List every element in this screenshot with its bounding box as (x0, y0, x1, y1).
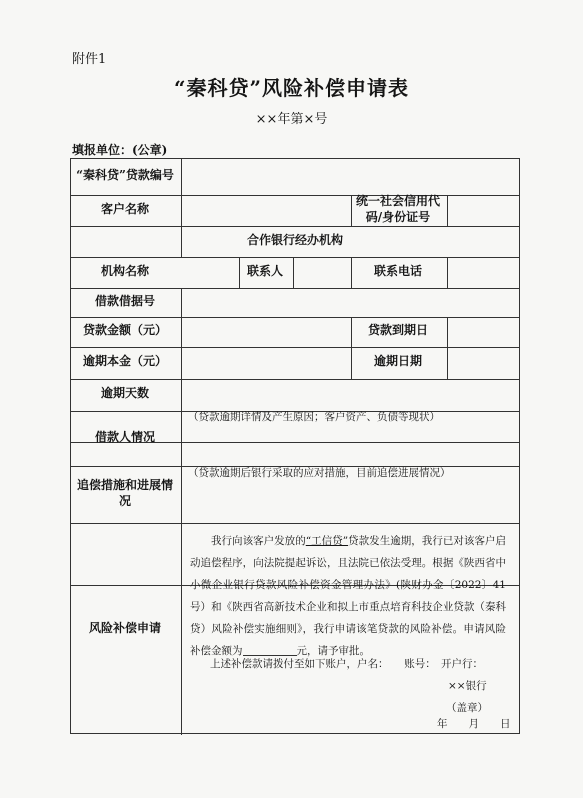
label-loan-amount: 贷款金额（元） (82, 323, 167, 338)
amount-blank[interactable] (243, 643, 297, 656)
filler-unit: 填报单位：(公章) (72, 143, 168, 157)
recovery-note: （贷款逾期后银行采取的应对措施，目前追偿进展情况） (188, 467, 451, 479)
label-org-name: 机构名称 (100, 263, 149, 278)
form-title: “秦科贷”风险补偿申请表 (173, 76, 409, 100)
annex-label: 附件1 (72, 52, 107, 67)
label-customer-name: 客户名称 (100, 201, 149, 216)
label-borrower-info: 借款人情况 (94, 429, 155, 444)
label-loan-number: “秦科贷”贷款编号 (76, 168, 174, 183)
sign-date: 年 月 日 (437, 718, 511, 730)
account-line: 上述补偿款请拨付至如下账户，户名： 账号： 开户行： (210, 658, 483, 670)
borrower-info-note: （贷款逾期详情及产生原因；客户资产、负债等现状） (188, 411, 440, 423)
label-overdue-principal: 逾期本金（元） (82, 354, 167, 369)
label-credit-code: 统一社会信用代码/身份证号 (355, 193, 440, 224)
label-due-date: 贷款到期日 (367, 323, 428, 338)
seal-note: （盖章） (446, 702, 488, 714)
label-phone: 联系电话 (373, 263, 422, 278)
document-number: ××年第×号 (255, 112, 328, 127)
label-overdue-date: 逾期日期 (373, 354, 422, 369)
label-bank-section: 合作银行经办机构 (246, 232, 343, 247)
application-text: 我行向该客户发放的“工信贷”贷款发生逾期，我行已对该客户启动追偿程序，向法院提起诉讼，且法院已依法受理。根据《陕西省中小微企业银行贷款风险补偿资金管理办法》(陕财办金〔2022〕41号）和《陕西省高新技术企业和拟上市重点培育科技企业贷款（秦科贷）风险补偿实施细则》，我行申请该笔贷款的风险补偿。申请风险补偿金额为 元，请予审批。 (190, 535, 506, 657)
label-overdue-days: 逾期天数 (100, 386, 149, 401)
label-receipt-number: 借款借据号 (94, 293, 155, 308)
label-contact: 联系人 (246, 263, 283, 278)
label-risk-application: 风险补偿申请 (88, 621, 161, 636)
label-recovery: 追偿措施和进展情况 (76, 477, 173, 508)
bank-name: ××银行 (448, 680, 487, 692)
